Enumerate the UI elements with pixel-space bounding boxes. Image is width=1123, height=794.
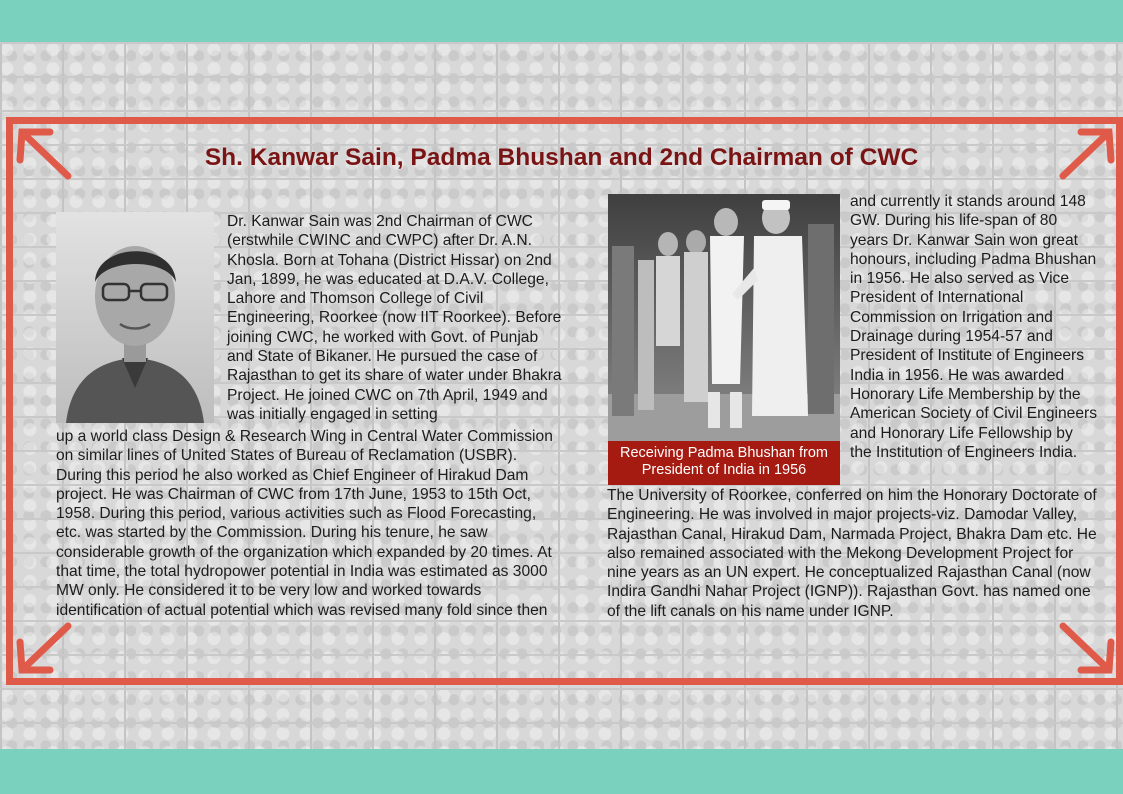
left-text-below-photo: up a world class Design & Research Wing in Central Water Commission on similar lines of United States of Bureau of Reclamation (USBR). During this period he also worked as Chief Engineer of Hirakud Dam project. He was Chairman of CWC from 17th June, 1953 to 15th Oct, 1958. During this period, various activities such as Flood Forecasting, etc. was started by the Commission. During his tenure, he saw considerable growth of the organization which expanded by 20 times. At that time, the total hydropower potential in India was estimated as 3000 MW only. He considered it to be very low and worked towards identification of actual potential which was revised many fold since then [56, 428, 553, 619]
photo-caption: Receiving Padma Bhushan from President of India in 1956 [608, 441, 840, 485]
page-title: Sh. Kanwar Sain, Padma Bhushan and 2nd Chairman of CWC [204, 144, 919, 171]
right-text-below-photo: The University of Roorkee, conferred on him the Honorary Doctorate of Engineering. He was involved in major projects-viz. Damodar Valley, Rajasthan Canal, Hirakud Dam, Narmada Project, Bhakra Dam etc. He also remained associated with the Mekong Development Project for nine years as an UN expert. He conceptualized Rajasthan Canal (now Indira Gandhi Nahar Project (IGNP)). Rajasthan Govt. has named one of the lift canals on his name under IGNP. [607, 487, 1097, 620]
left-text-beside-photo: Dr. Kanwar Sain was 2nd Chairman of CWC (erstwhile CWINC and CWPC) after Dr. A.N. Khosla. Born at Tohana (District Hissar) on 2nd Jan, 1899, he was educated at D.A.V. College, Lahore and Thomson College of Civil Engineering, Roorkee (now IIT Roorkee). Before joining CWC, he worked with Govt. of Punjab and State of Bikaner. He pursued the case of Rajasthan to get its share of water under Bhakra Project. He joined CWC on 7th April, 1949 and was initially engaged in setting [227, 213, 562, 423]
arrow-bottom-right-icon [1053, 618, 1121, 678]
portrait-image [56, 212, 214, 423]
portrait-photo [56, 212, 214, 423]
right-text-beside-photo: and currently it stands around 148 GW. During his life-span of 80 years Dr. Kanwar Sain won great honours, including Padma Bhushan in 1956. He also served as Vice President of International Commission on Irrigation and Drainage during 1954-57 and President of Institute of Engineers India in 1956. He was awarded Honorary Life Membership by the American Society of Civil Engineers and Honorary Life Fellowship by the Institution of Engineers India. [850, 193, 1098, 461]
ceremony-image [608, 194, 840, 442]
ceremony-photo [608, 194, 840, 442]
arrow-bottom-left-icon [10, 618, 78, 678]
